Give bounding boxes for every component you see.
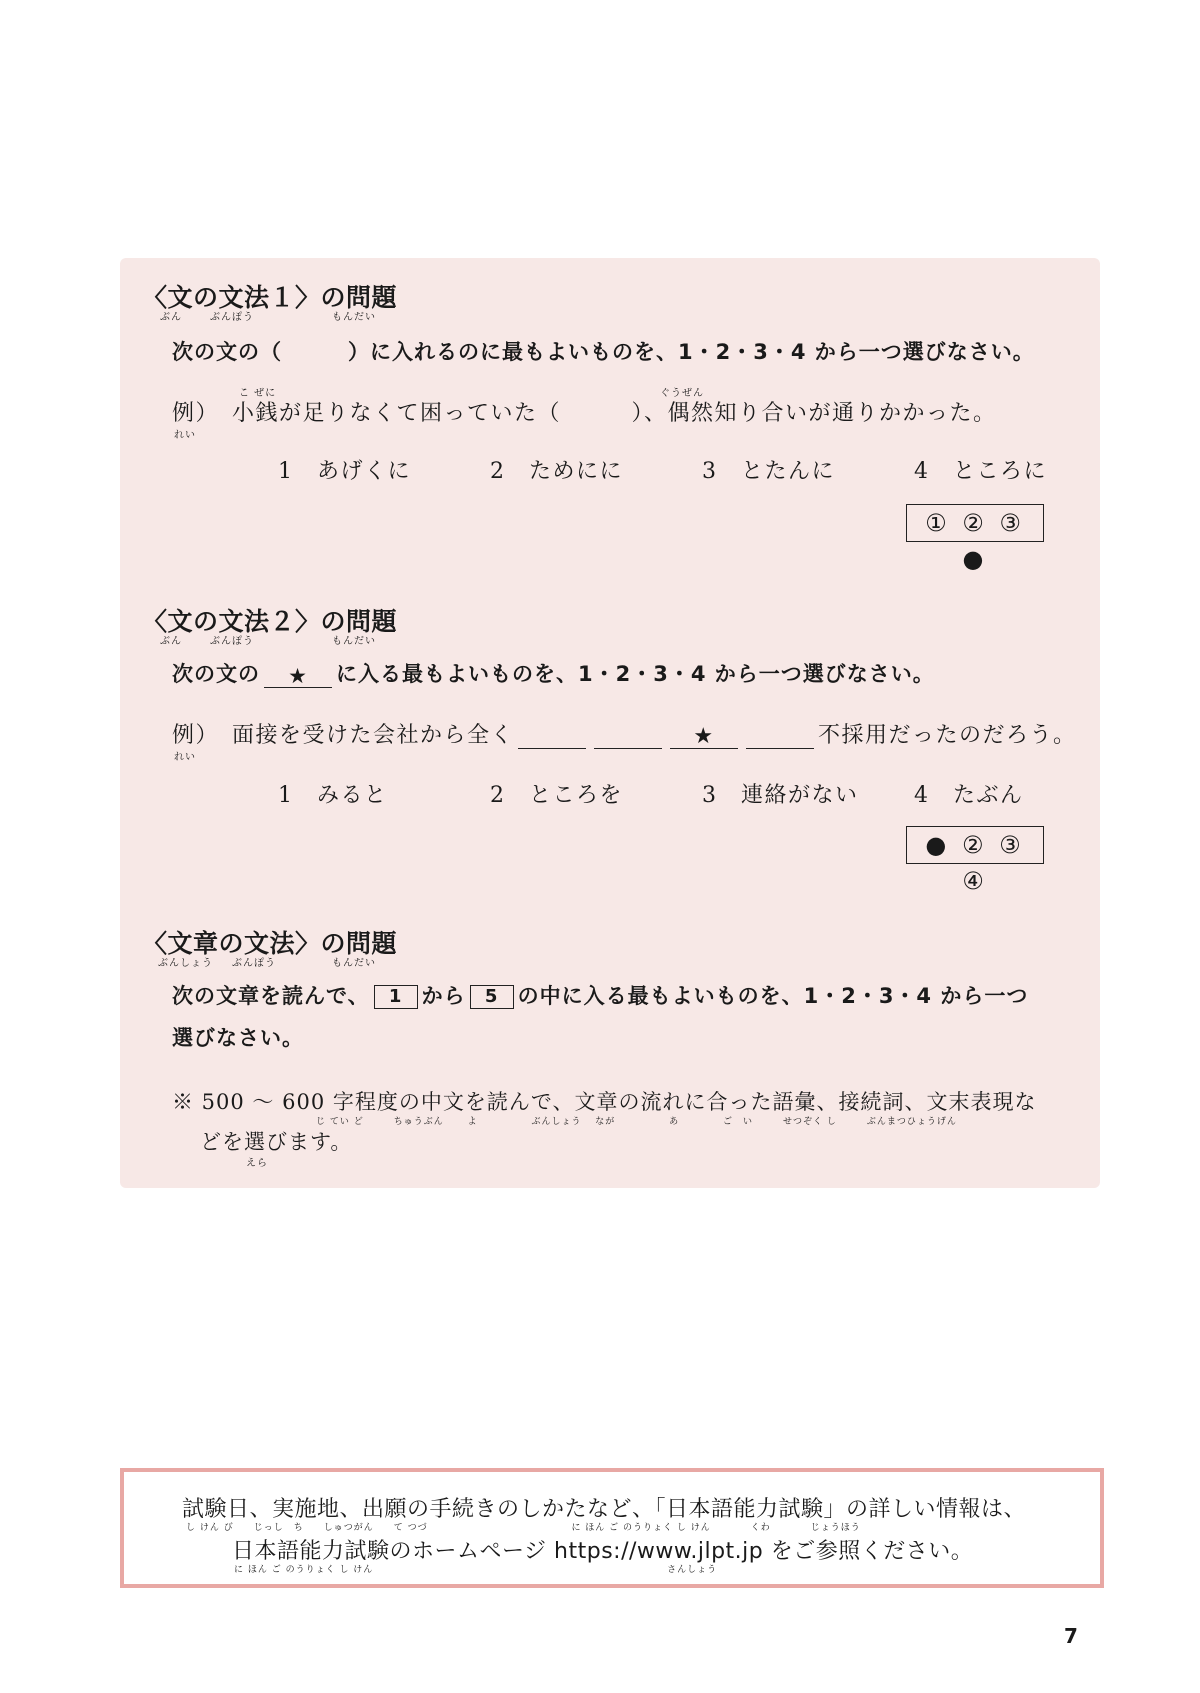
ruby: ぐうぜん bbox=[660, 388, 704, 399]
section3-instruction bbox=[172, 980, 1028, 1010]
ruby: ぶんぽう bbox=[210, 312, 254, 323]
instruction-text: 次の文の bbox=[172, 662, 260, 686]
ruby: れい bbox=[174, 430, 196, 441]
section1-answer-box: ① ② ③ ● bbox=[906, 504, 1044, 542]
ruby: ぶん bbox=[160, 312, 182, 323]
section1-example-sentence: 小銭が足りなくて困っていた（ ）、偶然知り合いが通りかかった。 bbox=[232, 401, 997, 426]
ruby: じ てい ど ちゅうぶん よ ぶんしょう なが あ ご い せつぞく し ぶんまつひょうげん bbox=[316, 1117, 957, 1127]
section1-option: 4 ところに bbox=[914, 459, 1047, 484]
example-text: 不採用だったのだろう。 bbox=[818, 723, 1077, 748]
ruby: もんだい bbox=[332, 636, 376, 647]
ruby: もんだい bbox=[332, 312, 376, 323]
info-line2: 日本語能力試験のホームページ https://www.jlpt.jp をご参照ください。 bbox=[232, 1539, 974, 1564]
ruby: えら bbox=[246, 1158, 268, 1169]
answer-blank bbox=[746, 726, 814, 749]
info-line1: 試験日、実施地、出願の手続きのしかたなど、「日本語能力試験」の詳しい情報は、 bbox=[182, 1497, 1027, 1522]
instruction-text: 次の文章を読んで、 bbox=[172, 984, 370, 1008]
info-box bbox=[120, 1468, 1104, 1588]
section1-option: 3 とたんに bbox=[702, 459, 835, 484]
section2-example-sentence bbox=[232, 718, 1077, 749]
section1-heading: 〈文の文法１〉の問題 bbox=[142, 283, 398, 312]
star-blank: ★ bbox=[670, 726, 738, 749]
section1-option: 2 ためにに bbox=[490, 459, 623, 484]
section2-instruction bbox=[172, 658, 935, 688]
question-number-box: 5 bbox=[470, 985, 514, 1009]
section3-heading: 〈文章の文法〉の問題 bbox=[142, 929, 398, 958]
ruby: に ほん ご のうりょく し けん さんしょう bbox=[234, 1565, 718, 1575]
section2-option: 3 連絡がない bbox=[702, 783, 859, 808]
section1-example-label: 例） bbox=[172, 401, 220, 426]
answer-blank bbox=[518, 726, 586, 749]
example-text: 面接を受けた会社から全く bbox=[232, 723, 515, 748]
section2-option: 2 ところを bbox=[490, 783, 623, 808]
ruby: ぶん bbox=[160, 636, 182, 647]
ruby: れい bbox=[174, 752, 196, 763]
section1-option: 1 あげくに bbox=[278, 459, 411, 484]
ruby: こ ぜに bbox=[239, 388, 277, 399]
section2-answer-box: ● ② ③ ④ bbox=[906, 826, 1044, 864]
answer-blank bbox=[594, 726, 662, 749]
section2-option: 4 たぶん bbox=[914, 783, 1024, 808]
section3-note-line2: どを選びます。 bbox=[200, 1130, 353, 1154]
instruction-text: に入る最もよいものを、1・2・3・4 から一つ選びなさい。 bbox=[336, 662, 935, 686]
instruction-text: の中に入る最もよいものを、1・2・3・4 から一つ bbox=[517, 984, 1029, 1008]
grammar-panel bbox=[120, 258, 1100, 1188]
ruby: し けん び じっし ち しゅつがん て つづ に ほん ご のうりょく し けん くわ じょうほう bbox=[186, 1523, 861, 1533]
question-number-box: 1 bbox=[374, 985, 418, 1009]
page-number: 7 bbox=[1064, 1624, 1078, 1648]
ruby: もんだい bbox=[332, 958, 376, 969]
ruby: ぶんしょう bbox=[158, 958, 213, 969]
instruction-text: から bbox=[421, 984, 466, 1008]
section2-example-label: 例） bbox=[172, 723, 220, 748]
section3-instruction-line2: 選びなさい。 bbox=[172, 1026, 304, 1050]
section2-heading: 〈文の文法２〉の問題 bbox=[142, 607, 398, 636]
section2-option: 1 みると bbox=[278, 783, 388, 808]
star-blank: ★ bbox=[264, 665, 332, 688]
ruby: ぶんぽう bbox=[232, 958, 276, 969]
section3-note-line1: ※ 500 ～ 600 字程度の中文を読んで、文章の流れに合った語彙、接続詞、文末表現な bbox=[172, 1090, 1037, 1114]
ruby: ぶんぽう bbox=[210, 636, 254, 647]
section1-instruction: 次の文の（ ）に入れるのに最もよいものを、1・2・3・4 から一つ選びなさい。 bbox=[172, 340, 1035, 364]
